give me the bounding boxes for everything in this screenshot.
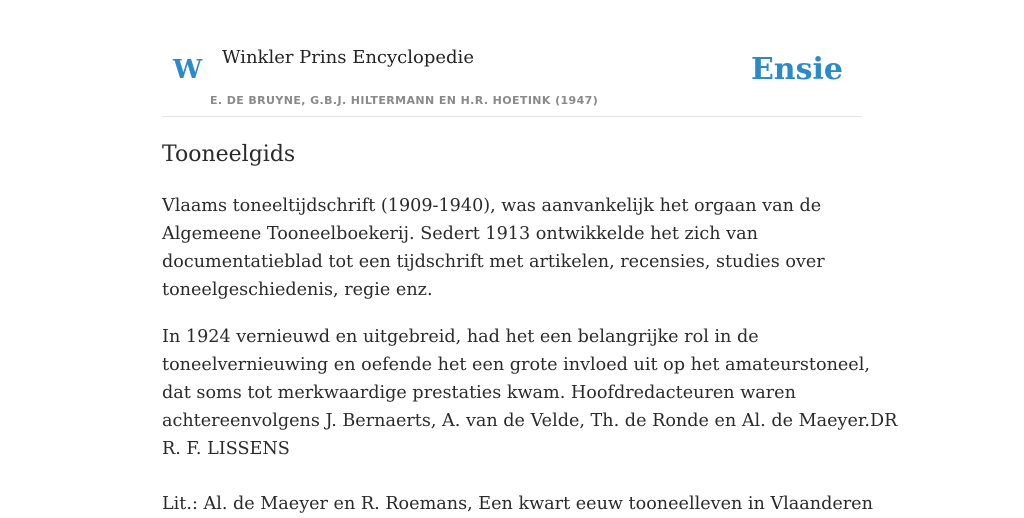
paragraph-line: toneelgeschiedenis, regie enz.	[162, 280, 433, 300]
paragraph-line: documentatieblad tot een tijdschrift met artikelen, recensies, studies over	[162, 252, 825, 272]
paragraph-line: achtereenvolgens J. Bernaerts, A. van de Velde, Th. de Ronde en Al. de Maeyer.DR	[162, 411, 898, 431]
brand-logo-link[interactable]: Ensie	[750, 52, 843, 87]
paragraph-line: Vlaams toneeltijdschrift (1909-1940), was aanvankelijk het orgaan van de	[162, 196, 822, 216]
article-paragraph-1	[162, 192, 862, 304]
source-header	[162, 0, 862, 117]
paragraph-line: R. F. LISSENS	[162, 439, 290, 459]
literature-reference: Lit.: Al. de Maeyer en R. Roemans, Een kwart eeuw tooneelleven in Vlaanderen	[162, 494, 873, 514]
source-logo[interactable]: W	[173, 55, 203, 85]
article-title: Tooneelgids	[162, 142, 296, 167]
source-title[interactable]: Winkler Prins Encyclopedie	[222, 47, 474, 68]
article-paragraph-2	[162, 323, 898, 463]
page	[162, 0, 898, 514]
paragraph-line: Algemeene Tooneelboekerij. Sedert 1913 ontwikkelde het zich van	[162, 224, 758, 244]
paragraph-line: toneelvernieuwing en oefende het een grote invloed uit op het amateurstoneel,	[162, 355, 870, 375]
paragraph-line: In 1924 vernieuwd en uitgebreid, had het een belangrijke rol in de	[162, 327, 759, 347]
source-authors: E. DE BRUYNE, G.B.J. HILTERMANN EN H.R. HOETINK (1947)	[210, 94, 599, 107]
paragraph-line: dat soms tot merkwaardige prestaties kwam. Hoofdredacteuren waren	[162, 383, 796, 403]
